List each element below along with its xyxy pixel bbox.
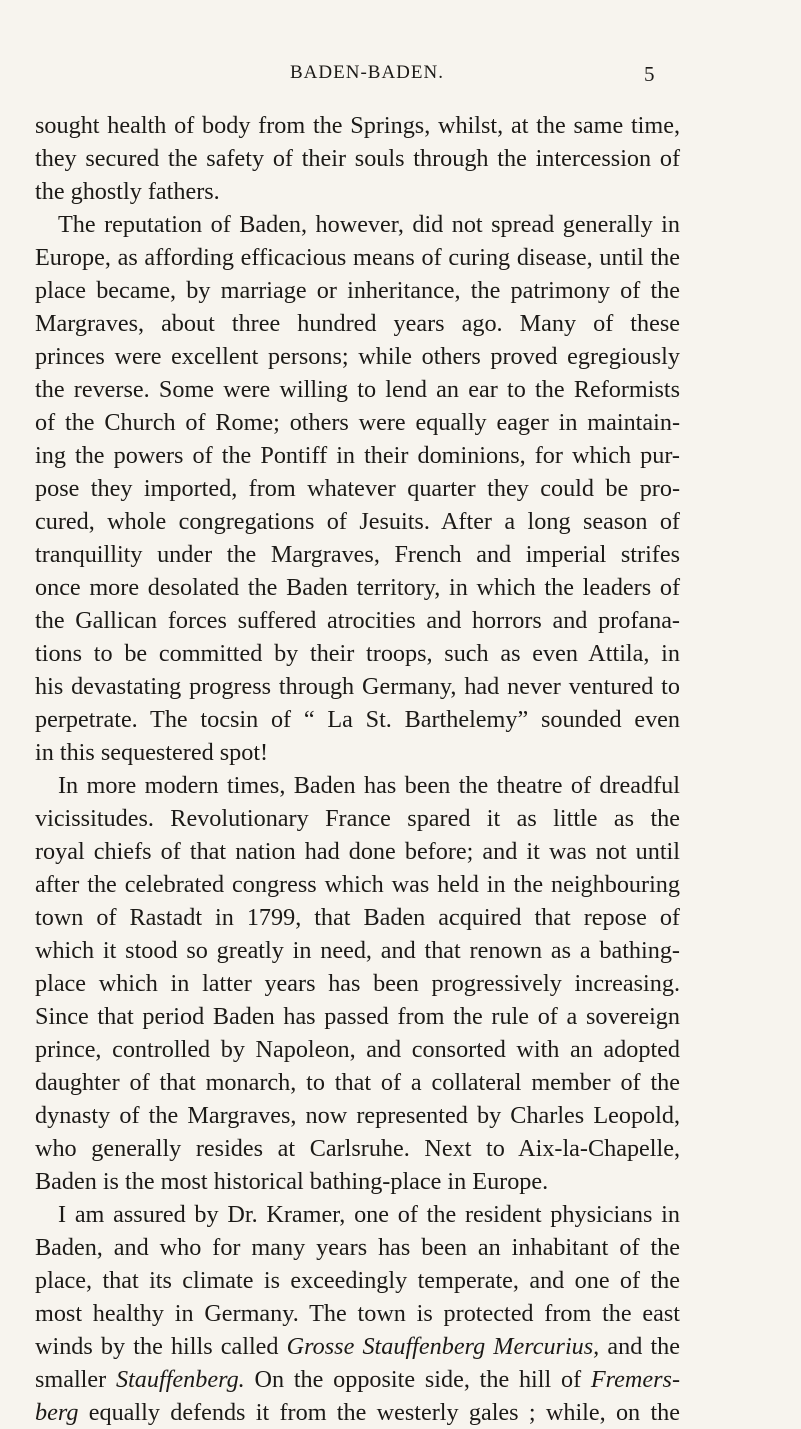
text-line [35, 1396, 680, 1429]
text-line: princes were excellent persons; while others proved egregiously [35, 343, 680, 370]
text-line: prince, controlled by Napoleon, and consorted with an adopted [35, 1036, 680, 1063]
text-line: Since that period Baden has passed from the rule of a sovereign [35, 1003, 680, 1030]
text-segment: equally defends it from the westerly gales ; while, on the [88, 1399, 680, 1426]
text-line: sought health of body from the Springs, whilst, at the same time, [35, 112, 680, 139]
text-line [35, 1363, 680, 1396]
text-line: after the celebrated congress which was held in the neighbouring [35, 871, 680, 898]
text-line: Baden is the most historical bathing-place in Europe. [35, 1168, 549, 1195]
text-line [35, 1330, 680, 1363]
text-line: place became, by marriage or inheritance, the patrimony of the [35, 277, 680, 304]
text-line: dynasty of the Margraves, now represented by Charles Leopold, [35, 1102, 680, 1129]
text-line: who generally resides at Carlsruhe. Next to Aix-la-Chapelle, [35, 1135, 680, 1162]
text-line: they secured the safety of their souls through the intercession of [35, 145, 680, 172]
text-line: tions to be committed by their troops, such as even Attila, in [35, 640, 680, 667]
running-head [0, 62, 801, 92]
text-line: The reputation of Baden, however, did not spread generally in [58, 211, 680, 238]
text-line: the Gallican forces suffered atrocities and horrors and profana- [35, 607, 680, 634]
text-line: Europe, as affording efficacious means of curing disease, until the [35, 244, 680, 271]
text-line: I am assured by Dr. Kramer, one of the resident physicians in [58, 1201, 680, 1228]
text-line: daughter of that monarch, to that of a collateral member of the [35, 1069, 680, 1096]
text-segment: winds by the hills called [35, 1333, 279, 1360]
page-number: 5 [644, 62, 655, 86]
text-line: of the Church of Rome; others were equally eager in maintain- [35, 409, 680, 436]
text-segment: smaller [35, 1366, 107, 1393]
text-line: the reverse. Some were willing to lend an ear to the Reformists [35, 376, 680, 403]
italic-place-name: Stauffenberg. [115, 1366, 245, 1393]
text-line: most healthy in Germany. The town is protected from the east [35, 1300, 680, 1327]
text-line: ing the powers of the Pontiff in their dominions, for which pur- [35, 442, 680, 469]
text-line: town of Rastadt in 1799, that Baden acquired that repose of [35, 904, 680, 931]
text-line: which it stood so greatly in need, and that renown as a bathing- [35, 937, 680, 964]
text-line: royal chiefs of that nation had done before; and it was not until [35, 838, 680, 865]
running-head-title: BADEN-BADEN. [290, 62, 444, 83]
text-line: in this sequestered spot! [35, 739, 269, 766]
text-line: Baden, and who for many years has been an inhabitant of the [35, 1234, 680, 1261]
text-line: pose they imported, from whatever quarter they could be pro- [35, 475, 680, 502]
text-segment: and the [607, 1333, 681, 1360]
text-line: vicissitudes. Revolutionary France spared it as little as the [35, 805, 680, 832]
text-line: the ghostly fathers. [35, 178, 220, 205]
text-line: his devastating progress through Germany, had never ventured to [35, 673, 680, 700]
italic-place-name: berg [35, 1399, 79, 1426]
text-line: place which in latter years has been progressively increasing. [35, 970, 680, 997]
text-line: cured, whole congregations of Jesuits. After a long season of [35, 508, 680, 535]
text-line: In more modern times, Baden has been the theatre of dreadful [58, 772, 680, 799]
text-line: Margraves, about three hundred years ago. Many of these [35, 310, 680, 337]
text-line: place, that its climate is exceedingly temperate, and one of the [35, 1267, 680, 1294]
italic-place-name: Fremers- [590, 1366, 680, 1393]
text-line: perpetrate. The tocsin of “ La St. Barthelemy” sounded even [35, 706, 680, 733]
text-segment: On the opposite side, the hill of [254, 1366, 582, 1393]
italic-place-name: Grosse Stauffenberg Mercurius, [286, 1333, 600, 1360]
text-line: tranquillity under the Margraves, French and imperial strifes [35, 541, 680, 568]
text-line: once more desolated the Baden territory, in which the leaders of [35, 574, 680, 601]
